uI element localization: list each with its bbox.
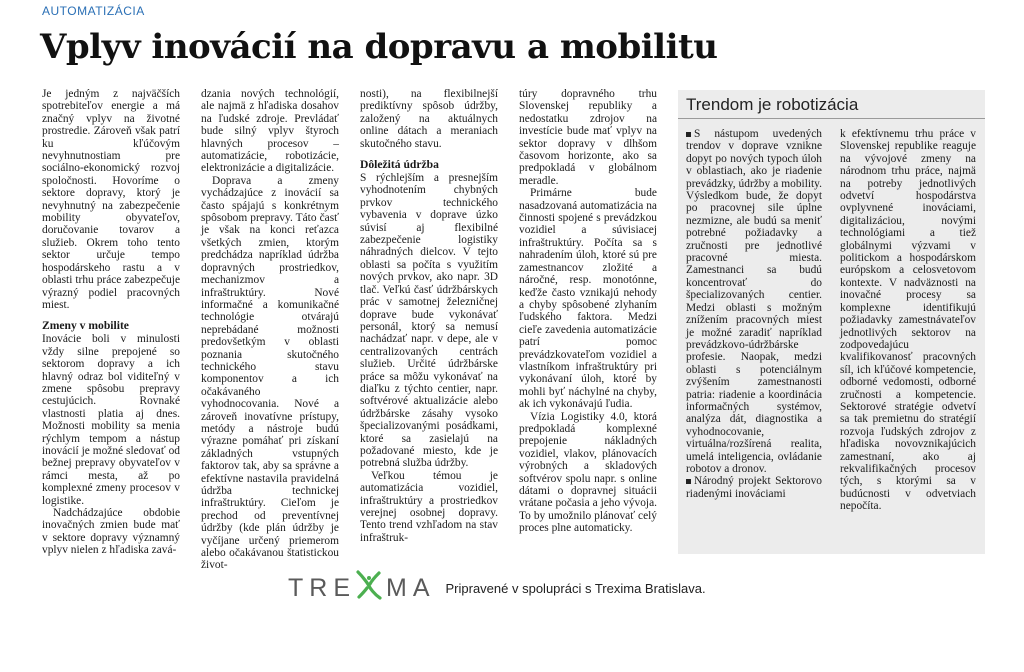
paragraph: Inovácie boli v minulosti vždy silne prepojené so sektorom dopravy a ich hlavný odraz bol viditeľný v zmene spôsobu prepravy cestujúcich. Rovnaké vlastnosti platia aj dnes. Možnosti mobility sa menia rýchlym tempom a nástup inovácií je možné sledovať od bežnej prepravy obyvateľov v rámci mesta, až po komplexné zmeny procesov v logistike. bbox=[42, 333, 180, 507]
paragraph: Nadchádzajúce obdobie inovačných zmien bude mať v sektore dopravy významný vplyv nielen z hľadiska zavá- bbox=[42, 507, 180, 557]
article-column-4 bbox=[519, 88, 657, 535]
sidebar-column-2 bbox=[840, 128, 976, 513]
sidebar-divider bbox=[678, 118, 985, 119]
logo-x-icon bbox=[356, 570, 382, 607]
sidebar-paragraph bbox=[686, 128, 822, 475]
trexima-logo bbox=[288, 570, 436, 607]
article-headline: Vplyv inovácií na dopravu a mobilitu bbox=[40, 27, 718, 67]
paragraph: túry dopravného trhu Slovenskej republiky a nedostatku zdrojov na investície bude mať vplyv na sektor dopravy v dlhšom časovom horizonte, ako sa predpokladá v globálnom meradle. bbox=[519, 88, 657, 187]
credit-text: Pripravené v spolupráci s Trexima Bratislava. bbox=[445, 580, 706, 596]
sidebar-paragraph: k efektívnemu trhu práce v Slovenskej republike reaguje na vývojové zmeny na národnom trhu práce, najmä na potreby jednotlivých odvetví hospodárstva ovplyvnené inováciami, digitalizáciou, novými technológiami a tiež globálnymi výzvami v politickom a hospodárskom európskom a celosvetovom kontexte. V nadväznosti na inovačné procesy sa komplexne identifikujú požiadavky zamestnávateľov jednotlivých sektorov na zodpovedajúcu kvalifikovanosť pracovných síl, ich kľúčové kompetencie, odborné vedomosti, odborné zručnosti a kompetencie. Sektorové stratégie odvetví sa tak premietnu do stratégií rozvoja ľudských zdrojov z hľadiska novovznikajúcich zamestnaní, ako aj rekvalifikačných procesov tých, s ktorými sa v budúcnosti v odvetviach nepočíta. bbox=[840, 128, 976, 513]
footer-credit bbox=[288, 570, 706, 606]
paragraph: Je jedným z najväčších spotrebiteľov energie a má značný vplyv na životné prostredie. Zároveň však patrí ku kľúčovým nevyhnutnostiam pre sociálno-ekonomický rozvoj spoločnosti. Hovoríme o sektore dopravy, ktorý je nevyhnutný na zabezpečenie mobility obyvateľov, doručovanie tovarov a služieb. Okrem toho tento sektor určuje tempo hospodárskeho rastu a v oblasti trhu práce zabezpečuje výrazný podiel pracovných miest. bbox=[42, 88, 180, 311]
subheading: Zmeny v mobilite bbox=[42, 319, 129, 333]
paragraph: S rýchlejším a presnejším vyhodnotením chybných prvkov technického vybavenia v doprave úzko súvisí aj flexibilné zabezpečenie logistiky náhradných dielcov. V tejto oblasti sa počíta s využitím nových prvkov, ako napr. 3D tlač. Veľkú časť údržbárskych prác v samotnej železničnej doprave bude vykonávať personál, ktorý sa nemusí nachádzať napr. v depe, ale v centralizovaných centrách služieb. Určité údržbárske práce sa môžu vykonávať na diaľku z týchto centier, napr. softvérové aktualizácie alebo údržbárske zásahy vysoko špecializovanými posádkami, ktoré sa zasielajú na požadované miesto, kde je potrebná služba údržby. bbox=[360, 172, 498, 470]
paragraph: Doprava a zmeny vychádzajúce z inovácií sa často spájajú s konkrétnym spôsobom prepravy. Táto časť je však na konci reťazca všetkých zmien, ktorým predchádza napríklad údržba dopravných prostriedkov, mechanizmov a infraštruktúry. Nové informačné a komunikačné technológie otvárajú neprebádané možnosti predovšetkým v oblasti poznania skutočného technického stavu komponentov a ich očakávaného vyhodnocovania. Nové a zároveň inovatívne prístupy, metódy a nástroje budú výrazne pomáhať pri získaní základných vstupných faktorov tak, aby sa správne a efektívne nastavila pravidelná údržba technickej infraštruktúry. Cieľom je prechod od preventívnej údržby (kde plán údržby je vyčíjane určený priemerom alebo očakávanou štatistickou život- bbox=[201, 174, 339, 572]
sidebar-column-1 bbox=[686, 128, 822, 500]
paragraph: Primárne bude nasadzovaná automatizácia na činnosti spojené s prevádzkou vozidiel a súvisiacej infraštruktúry. Počíta sa s nahradením úloh, ktoré sú pre zamestnancov zložité a náročné, resp. monotónne, keďže často vznikajú nehody a chyby spôsobené zlyhaním ľudského faktora. Medzi cieľe zavedenia automatizácie patrí pomoc prevádzkovateľom vozidiel a vlastníkom infraštruktúry pri vykonávaní úloh, ktoré by mohli byť náchylné na chyby, ak ich vykonávajú ľudia. bbox=[519, 187, 657, 411]
sidebar-text: Národný projekt Sektorovo riadenými inováciami bbox=[686, 475, 822, 500]
paragraph: nosti), na flexibilnejší prediktívny spôsob údržby, založený na aktuálnych online dátach a meraniach skutočného stavu. bbox=[360, 88, 498, 150]
section-kicker: AUTOMATIZÁCIA bbox=[42, 4, 145, 18]
paragraph: Veľkou témou je automatizácia vozidiel, infraštruktúry a prostriedkov verejnej osobnej dopravy. Tento trend vzhľadom na stav infraštruk- bbox=[360, 469, 498, 544]
paragraph: dzania nových technológií, ale najmä z hľadiska dosahov na ľudské zdroje. Prevládať bude silný vplyv štyroch hlavných procesov – automatizácie, robotizácie, elektronizácie a digitalizácie. bbox=[201, 88, 339, 175]
article-column-2 bbox=[201, 88, 339, 572]
sidebar-text: S nástupom uvedených trendov v doprave vznikne dopyt po nových typoch úloh v oblastiach, ako je riadenie prevádzky, údržby a mobility. Výsledkom bude, že dopyt po pracovnej sile úplne nezmizne, ale budú sa meniť potrebné požiadavky a zručnosti pre jednotlivé pracovné miesta. Zamestnanci sa budú koncentrovať do špecializovaných centier. Medzi oblasti s možným znížením pracovných miest je možné zaradiť napríklad prevádzkovo-údržbárske profesie. Naopak, medzi oblasti s potenciálnym zvýšením zamestnanosti patria: riadenie a koordinácia informačných systémov, analýza dát, diagnostika a vyhodnocovanie, virtuálna/rozšírená realita, umelá inteligencia, ovládanie robotov a dronov. bbox=[686, 128, 822, 475]
sidebar-box bbox=[678, 90, 985, 554]
paragraph: Vízia Logistiky 4.0, ktorá predpokladá komplexné prepojenie nákladných vozidiel, vlakov, plánovacích výrobných a skladových softvérov spolu napr. s online dátami o dopravnej situácii vrátane počasia a jeho vývoja. To by umožnilo plánovať celý proces plne automaticky. bbox=[519, 410, 657, 535]
article-column-3 bbox=[360, 88, 498, 544]
logo-text-left: TRE bbox=[288, 573, 356, 602]
sidebar-paragraph bbox=[686, 475, 822, 500]
subheading: Dôležitá údržba bbox=[360, 158, 439, 172]
sidebar-title: Trendom je robotizácia bbox=[686, 95, 859, 114]
bullet-square-icon bbox=[686, 132, 691, 137]
article-column-1 bbox=[42, 88, 180, 557]
logo-text-right: MA bbox=[386, 573, 436, 602]
bullet-square-icon bbox=[686, 479, 691, 484]
